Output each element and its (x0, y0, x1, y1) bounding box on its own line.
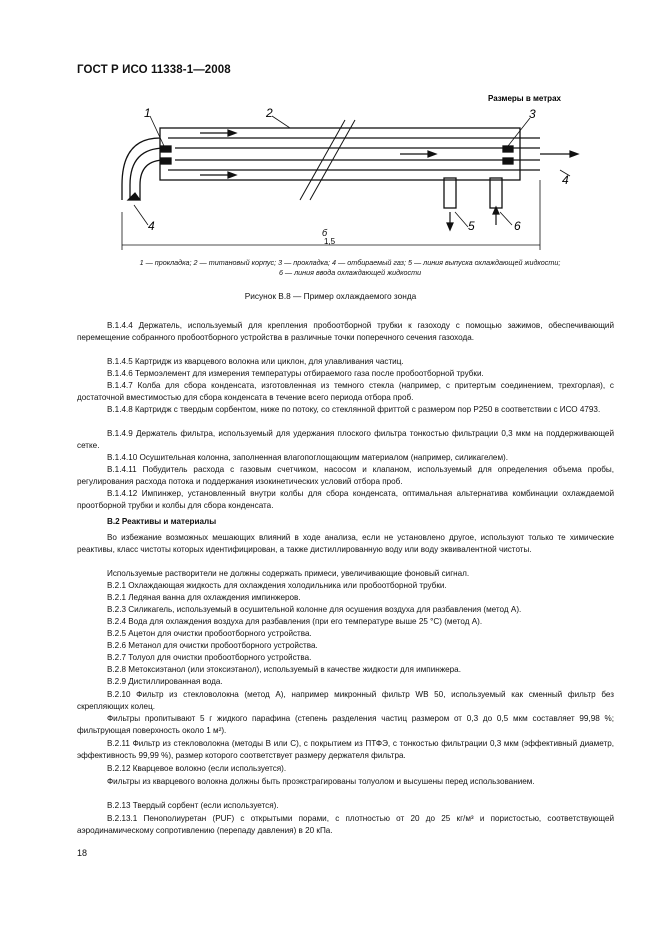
paragraph-b210: В.2.10 Фильтр из стекловолокна (метод А), например микронный фильтр WB 50, используемый как сменный фильтр без скрепляющих колец. (77, 690, 614, 712)
legend-line-2: 6 — линия ввода охлаждающей жидкости (278, 268, 422, 277)
paragraph-b29: В.2.9 Дистиллированная вода. (107, 677, 223, 686)
paragraph-b148: В.1.4.8 Картридж с твердым сорбентом, ниже по потоку, со стеклянной фриттой с размером пор Р250 в соответствии с ИСО 4793. (107, 405, 601, 414)
paragraph-b1411: В.1.4.11 Побудитель расхода с газовым счетчиком, насосом и клапаном, используемый для определения объема пробы, регулирования расхода потока и поддержания изокинетических условий отбора проб. (77, 465, 614, 487)
callout-2: 2 (266, 106, 273, 120)
paragraph-b212: В.2.12 Кварцевое волокно (если используется). (107, 764, 287, 773)
callout-5: 5 (468, 219, 475, 233)
section-title-b2: В.2 Реактивы и материалы (107, 517, 217, 526)
paragraph-b26: В.2.6 Метанол для очистки пробоотборного устройства. (107, 641, 318, 650)
callout-6: 6 (514, 219, 521, 233)
paragraph-b28: В.2.8 Метоксиэтанол (или этоксиэтанол), используемый в качестве жидкости для импинжера. (107, 665, 461, 674)
paragraph-b1412: В.1.4.12 Импинжер, установленный внутри колбы для сбора конденсата, оптимальная альтернатива комбинации охлаждаемой проотборной трубки и колбы для сбора конденсата. (77, 489, 614, 511)
probe-figure (0, 0, 661, 290)
paragraph-b1410: В.1.4.10 Осушительная колонна, заполненная влагопоглощающим материалом (например, силикагелем). (107, 453, 509, 462)
document-header: ГОСТ Р ИСО 11338-1—2008 (77, 64, 231, 76)
dim-top-label: б (322, 228, 328, 238)
paragraph-b147: В.1.4.7 Колба для сбора конденсата, изготовленная из темного стекла (например, с притертым соединением, трехгорлая), с достаточной вместимостью для сбора конденсата в течение всего периода отбора проб. (77, 381, 614, 403)
paragraph-b144: В.1.4.4 Держатель, используемый для крепления пробоотборной трубки к газоходу с помощью зажимов, обеспечивающий перемещение собранного пробоотборного устройства в различные точки поперечного сечения газохода. (77, 321, 614, 343)
paragraph-b24: В.2.4 Вода для охлаждения воздуха для разбавления (при его температуре выше 25 °С) (метод А). (107, 617, 483, 626)
paragraph-paraffin: Фильтры пропитывают 5 г жидкого парафина (степень разделения частиц размером от 0,3 до 0,5 мкм составляет 99,98 %; фильтрующая поверхность около 1 м²). (77, 714, 614, 736)
figure-caption: Рисунок В.8 — Пример охлаждаемого зонда (244, 291, 417, 301)
callout-4-inlet: 4 (148, 219, 155, 233)
callout-3: 3 (529, 107, 536, 121)
paragraph-solvents: Используемые растворители не должны содержать примеси, увеличивающие фоновый сигнал. (107, 569, 470, 578)
paragraph-b213: В.2.13 Твердый сорбент (если используется). (107, 801, 279, 810)
paragraph-b2131: В.2.13.1 Пенополиуретан (PUF) с открытыми порами, с плотностью от 20 до 25 кг/м³ и пористостью, соответствующей аэродинамическому сопротивлению (перепаду давления) в 20 кПа. (77, 814, 614, 836)
callout-1: 1 (144, 106, 151, 120)
legend-line-1: 1 — прокладка; 2 — титановый корпус; 3 — прокладка; 4 — отбираемый газ; 5 — линия выпуска охлаждающей жидкости; (139, 258, 561, 267)
paragraph-b21: В.2.1 Охлаждающая жидкость для охлаждения холодильника или пробоотборной трубки. (107, 581, 447, 590)
callout-4-outlet: 4 (562, 173, 569, 187)
paragraph-b25: В.2.5 Ацетон для очистки пробоотборного устройства. (107, 629, 312, 638)
paragraph-b2-intro: Во избежание возможных мешающих влияний в ходе анализа, если не установлено другое, используют только те химические реактивы, класс чистоты которых идентифицирован, а также дистиллированную воду или воду эквивалентной чистоты. (77, 533, 614, 555)
paragraph-b145: В.1.4.5 Картридж из кварцевого волокна или циклон, для улавливания частиц. (107, 357, 404, 366)
paragraph-quartz: Фильтры из кварцевого волокна должны быть проэкстрагированы толуолом и высушены перед использованием. (107, 777, 535, 786)
dim-bottom-label: 1,5 (324, 237, 336, 246)
paragraph-b23: В.2.3 Силикагель, используемый в осушительной колонне для осушения воздуха для разбавления (метод А). (107, 605, 522, 614)
paragraph-b27: В.2.7 Толуол для очистки пробоотборного устройства. (107, 653, 312, 662)
page-number: 18 (77, 848, 88, 858)
paragraph-b146: В.1.4.6 Термоэлемент для измерения температуры отбираемого газа после пробоотборной трубки. (107, 369, 484, 378)
paragraph-b149: В.1.4.9 Держатель фильтра, используемый для удержания плоского фильтра тонкостью фильтрации 0,3 мкм на поддерживающей сетке. (77, 429, 614, 451)
paragraph-b211: В.2.11 Фильтр из стекловолокна (методы В или С), с покрытием из ПТФЭ, с тонкостью фильтрации 0,3 мкм (эффективный диаметр, эффективность 99,99 %), размер которого соответствует размеру держателя фильтра. (77, 739, 614, 761)
units-note: Размеры в метрах (488, 94, 561, 103)
paragraph-b22: В.2.1 Ледяная ванна для охлаждения импинжеров. (107, 593, 301, 602)
